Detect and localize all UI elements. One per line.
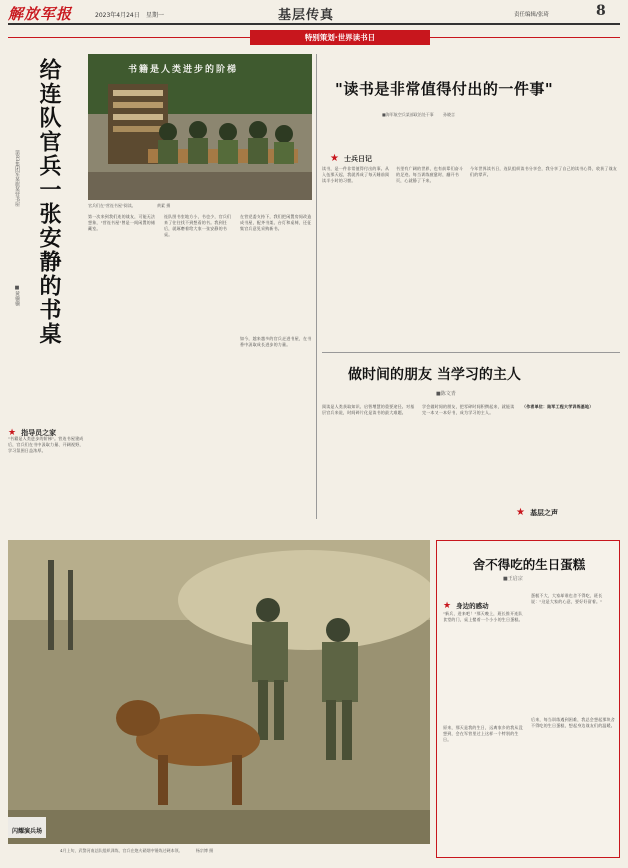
right-top-subtitle: ■海军航空兵某部政治处干事: [382, 112, 434, 117]
photo2-caption-row: [60, 848, 430, 853]
photo2-label-text: 闪耀演兵场: [12, 828, 43, 835]
photo1-credit: 黄素 摄: [156, 203, 171, 208]
soldier-diary-label: [330, 146, 372, 165]
mid-story-paragraph: 学会做时间的朋友，把零碎时间积攒起来，就能读完一本又一本好书，成为学习的主人。: [422, 404, 515, 415]
mid-story-byline: ■陈文青: [436, 391, 456, 397]
right-top-paragraph: 书里有广阔的世界，也有前辈们奋斗的足迹。每当训练疲惫时，翻开书页，心就静了下来。: [396, 166, 464, 183]
touching-label: [443, 593, 489, 612]
right-top-byline: 孙晓言: [443, 112, 456, 117]
feature-banner-text: 特别策划·世界读书日: [304, 33, 376, 42]
left-story-headline: 给连队官兵一张安静的书桌: [36, 58, 62, 346]
left-story-paragraph: 如今，越来越多的官兵走进书屋，在书香中汲取成长进步的力量。: [240, 336, 312, 347]
right-top-body: [322, 166, 618, 426]
birthday-cake-paragraph: "新兵，进来吧！"那天晚上，班长推开连队食堂的门，桌上摆着一个小小的生日蛋糕。: [443, 611, 523, 622]
issue-date: 2023年4月24日: [95, 12, 140, 19]
wall-slogan: 书籍是人类进步的阶梯: [128, 65, 239, 75]
left-story-body: [88, 214, 312, 414]
masthead: [0, 0, 628, 26]
left-story-paragraph: 在营党委支持下，我们把闲置房间改造成书屋，配齐书架、台灯和桌椅，还征集官兵意见采购新书。: [240, 214, 312, 231]
guide-box-heading: [8, 420, 84, 438]
right-top-paragraph: 读书，是一件非常值得付出的事。从入伍那天起，我就养成了每天睡前阅读半小时的习惯。: [322, 166, 390, 183]
left-story-kicker: 第83集团军某旅某营书屋: [14, 150, 20, 207]
mid-story-headline: 做时间的朋友 当学习的主人: [348, 367, 521, 383]
birthday-cake-headline: 舍不得吃的生日蛋糕: [472, 557, 586, 572]
star-icon: ★: [516, 507, 525, 518]
left-story-byline: ■黄骥骥: [14, 285, 20, 306]
page-editors: 责任编辑/张琦: [514, 12, 549, 18]
star-icon: ★: [330, 153, 339, 164]
section-title: 基层传真: [278, 8, 335, 23]
photo1-caption-text: 官兵们在"营连书屋"阅读。: [88, 203, 136, 208]
mid-rule: [322, 352, 620, 353]
star-icon: ★: [8, 428, 17, 438]
reading-room-illustration: [88, 54, 312, 200]
birthday-cake-paragraph: 原来，那天是我的生日，远离家乡的我从没想到，会在军营里过上这样一个特别的生日。: [443, 725, 523, 742]
issue-weekday: 星期一: [146, 12, 165, 19]
left-story-paragraph: 第一次来到我们连的战友，可能无法想象，"营连书屋"曾是一间闲置的储藏室。: [88, 214, 156, 231]
banner-rule-left: [8, 37, 250, 38]
guide-box-text: "书籍是人类进步的阶梯"。营连书屋建成后，官兵们在书中汲取力量、开阔视野，学习氛围日益浓厚。: [8, 436, 84, 453]
birthday-cake-paragraph: 后来，每当训练遇到困难，我总会想起那块舍不得吃的生日蛋糕，想起身边战友们的温暖。: [531, 717, 615, 728]
paper-name-logo: 解放军报: [8, 5, 73, 23]
right-top-paragraph: 今年世界读书日，连队组织读书分享会，我分享了自己的读书心得，收获了战友们的掌声。: [470, 166, 617, 177]
reading-room-photo: [88, 54, 312, 200]
banner-rule-right: [430, 37, 620, 38]
voice-label: [516, 500, 558, 519]
soldier-diary-text: 士兵日记: [344, 154, 373, 163]
masthead-rule: [8, 23, 620, 25]
training-illustration: [8, 540, 430, 844]
mid-story-body: [322, 404, 620, 516]
star-icon: ★: [443, 601, 452, 611]
birthday-cake-byline: ■王启宗: [503, 576, 523, 582]
mid-story-signature: （作者单位：陆军工程大学训练基地）: [522, 404, 594, 409]
right-top-headline: "读书是非常值得付出的一件事": [335, 80, 554, 98]
photo2-caption: 4月上旬，武警河南总队组织训练，官兵在炮火硝烟中锤炼过硬本领。: [60, 848, 183, 853]
birthday-cake-paragraph: 蛋糕不大，大家却谁也舍不得吃，班长说："这是大家的心意，要好好留着。": [531, 593, 603, 604]
guide-box: [8, 420, 84, 520]
right-top-byline-row: [382, 112, 622, 117]
photo2-credit: 杨宗博 摄: [195, 848, 214, 853]
column-divider: [316, 54, 317, 519]
voice-label-text: 基层之声: [530, 508, 559, 517]
mid-story-paragraph: 阅读是人类获取知识、启智增慧的重要途径。对基层官兵来说，时间碎片化是读书的最大难题。: [322, 404, 415, 415]
photo2-label: [8, 817, 46, 838]
left-story-paragraph: 连队图书室地方小，书也少，官兵们来了往往找不到想看的书。我到任后，就琢磨着给大家一张安静的书桌。: [164, 214, 232, 237]
touching-label-text: 身边的感动: [456, 602, 489, 610]
birthday-cake-story: [436, 540, 620, 858]
training-photo: [8, 540, 430, 844]
feature-banner: [250, 30, 430, 45]
photo1-caption: [88, 203, 312, 208]
guide-box-label: 指导员之家: [21, 428, 57, 437]
page-number: 8: [596, 3, 606, 19]
